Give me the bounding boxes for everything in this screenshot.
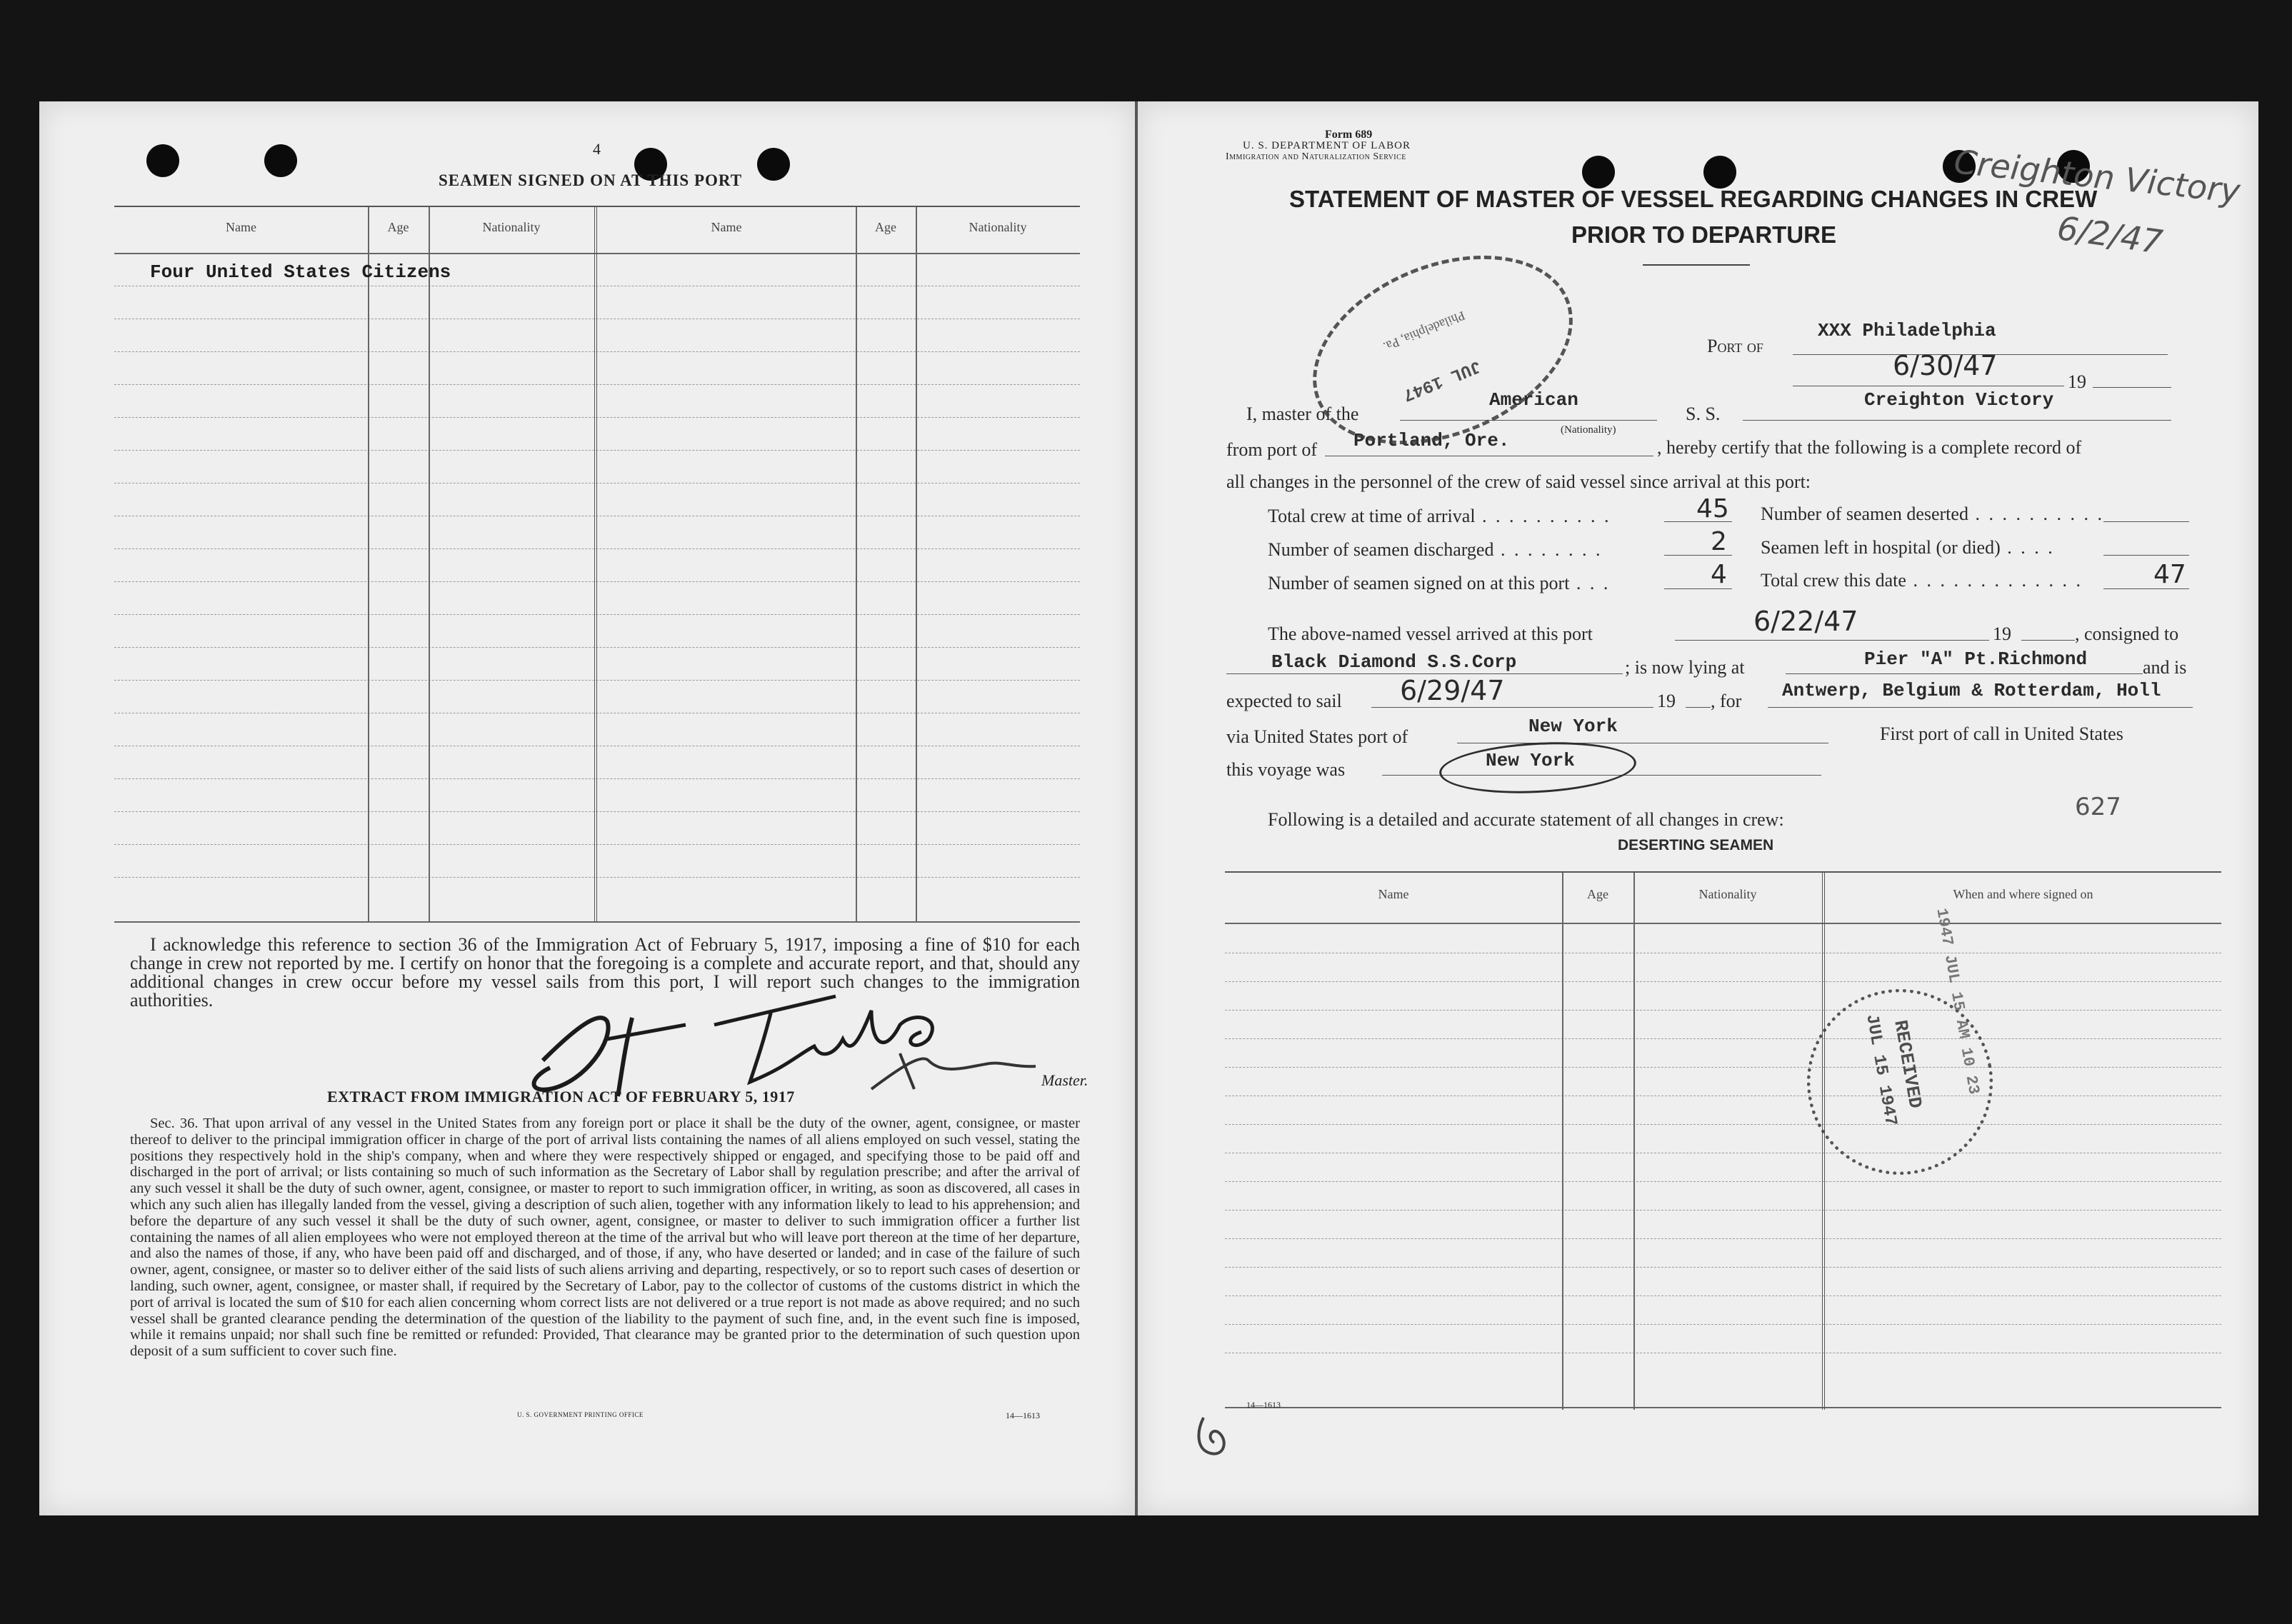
lying-label: ; is now lying at <box>1625 657 1745 678</box>
signed-on-value: 4 <box>1711 560 1727 589</box>
col-age: Age <box>875 220 896 234</box>
ss-label: S. S. <box>1686 404 1721 424</box>
col-name: Name <box>1378 887 1409 901</box>
certify-text: , hereby certify that the following is a complete record of <box>1657 437 2082 458</box>
via-value: New York <box>1528 716 1618 737</box>
handwritten-vessel-note: Creighton Victory <box>1952 142 2243 211</box>
sail-date: 6/29/47 <box>1400 675 1505 706</box>
deserting-title: DESERTING SEAMEN <box>1618 837 1774 853</box>
extract-title: EXTRACT FROM IMMIGRATION ACT OF FEBRUARY 5, 1917 <box>327 1088 795 1106</box>
punch-hole <box>1703 156 1736 189</box>
right-form-code: 14—1613 <box>1246 1400 1281 1410</box>
from-port-label: from port of <box>1226 439 1318 460</box>
master-label: Master. <box>1041 1071 1089 1089</box>
number-stamp: 627 <box>2075 793 2121 821</box>
total-date-label: Total crew this date . . . . . . . . . . . . . <box>1761 570 2083 591</box>
following-label: Following is a detailed and accurate statement of all changes in crew: <box>1268 809 1784 830</box>
total-arrival-label: Total crew at time of arrival . . . . . . . . . . <box>1268 506 1611 526</box>
page-number: 4 <box>593 140 601 158</box>
service: Immigration and Naturalization Service <box>1226 151 1406 162</box>
col-name: Name <box>711 220 742 234</box>
vessel-name: Creighton Victory <box>1864 389 2054 411</box>
discharged-label: Number of seamen discharged . . . . . . . . <box>1268 539 1603 560</box>
signed-on-label: Number of seamen signed on at this port . . . <box>1268 573 1611 593</box>
margin-mark <box>1189 1410 1239 1468</box>
form-title: STATEMENT OF MASTER OF VESSEL REGARDING CHANGES IN CREW <box>1289 186 2098 212</box>
punch-hole <box>146 144 179 177</box>
col-nationality: Nationality <box>1698 887 1757 901</box>
department: U. S. DEPARTMENT OF LABOR <box>1243 140 1411 151</box>
arrived-value: 6/22/47 <box>1753 606 1858 637</box>
deserted-label: Number of seamen deserted . . . . . . . . . . <box>1761 503 2104 524</box>
arrived-label: The above-named vessel arrived at this port <box>1268 623 1593 644</box>
time-stamp: 1947 JUL 15 AM 10 23 <box>1932 907 1983 1096</box>
deserting-seamen-table <box>1225 871 2221 1410</box>
first-port-label: First port of call in United States <box>1880 723 2123 744</box>
and-is: and is <box>2143 657 2187 678</box>
total-arrival-value: 45 <box>1696 494 1729 523</box>
title-rule <box>1643 264 1750 266</box>
nationality-caption: (Nationality) <box>1561 424 1616 436</box>
nationality-value: American <box>1489 389 1578 411</box>
voyage-value: New York <box>1486 750 1575 771</box>
expected-label: expected to sail <box>1226 691 1342 711</box>
consignee-value: Black Diamond S.S.Corp <box>1271 651 1517 673</box>
col-when-where: When and where signed on <box>1953 887 2093 901</box>
form-subtitle: PRIOR TO DEPARTURE <box>1571 221 1836 248</box>
port-value: XXX Philadelphia <box>1818 320 1996 341</box>
year-label: 19 <box>2068 371 2086 392</box>
master-of-label: I, master of the <box>1246 404 1359 424</box>
all-changes-text: all changes in the personnel of the crew of said vessel since arrival at this port: <box>1226 471 1811 492</box>
col-age: Age <box>387 220 409 234</box>
lying-value: Pier "A" Pt.Richmond <box>1864 648 2088 670</box>
page-fold <box>1135 101 1138 1515</box>
form-number: Form 689 <box>1325 129 1373 141</box>
discharged-value: 2 <box>1711 527 1727 556</box>
destination-value: Antwerp, Belgium & Rotterdam, Holl <box>1782 680 2161 701</box>
col-nationality: Nationality <box>969 220 1027 234</box>
punch-hole <box>264 144 297 177</box>
form-date: 6/30/47 <box>1893 350 1998 381</box>
date-stamp-top: JUL 1947 Philadelphia, Pa. <box>1285 220 1601 481</box>
hospital-label: Seamen left in hospital (or died) . . . . <box>1761 537 2055 558</box>
handwritten-date-note: 6/2/47 <box>2054 208 2166 262</box>
from-port-value: Portland, Ore. <box>1353 430 1510 451</box>
via-label: via United States port of <box>1226 726 1408 747</box>
punch-hole <box>1582 156 1615 189</box>
for-label: , for <box>1711 691 1742 711</box>
voyage-label: this voyage was <box>1226 759 1346 780</box>
received-stamp: RECEIVED JUL 15 1947 <box>1792 974 2007 1189</box>
total-date-value: 47 <box>2153 560 2186 589</box>
consigned-label: , consigned to <box>2075 623 2179 644</box>
col-name: Name <box>226 220 256 234</box>
printer-imprint: U. S. GOVERNMENT PRINTING OFFICE <box>517 1411 644 1418</box>
col-age: Age <box>1587 887 1608 901</box>
sail-year: 19 <box>1657 691 1676 711</box>
col-nationality: Nationality <box>482 220 541 234</box>
seamen-signed-on-table <box>114 206 1080 923</box>
arrived-year: 19 <box>1993 623 2011 644</box>
acknowledgment-text: I acknowledge this reference to section 36 of the Immigration Act of February 5, 1917, imposing a fine of $10 for each change in crew not reported by me. I certify on honor that the foregoing is a complete and accurate report, and that, should any additional changes in crew occur before my vessel sails from this port, I will report such changes to the immigration authorities. <box>130 934 1080 1011</box>
seamen-entry: Four United States Citizens <box>150 261 451 283</box>
port-label: Port of <box>1707 336 1763 356</box>
left-form-code: 14—1613 <box>1006 1410 1040 1420</box>
section-36-text: Sec. 36. That upon arrival of any vessel in the United States from any foreign port or place it shall be the duty of the owner, agent, consignee, or master thereof to deliver to the principal immigration officer in charge of the port of arrival lists containing the names of all aliens employed on such vessel, stating the positions they respectively hold in the ship's company, when and where they were respectively shipped or engaged, and specifying those to be paid off and discharged in the port of arrival; or lists containing so much of such information as the Secretary of Labor shall by regulation prescribe; and after the arrival of any such vessel it shall be the duty of such owner, agent, consignee, or master to report to such immigration officer, in writing, as soon as discovered, all cases in which any such alien has illegally landed from the vessel, giving a description of such alien, together with any information likely to lead to his apprehension; and before the departure of any such vessel it shall be the duty of such owner, agent, consignee, or master to deliver to such immigration officer a further list containing the names of all alien employees who were not employed thereon at the time of the arrival but who will leave port thereon at the time of her departure, and also the names of those, if any, who have been paid off and discharged, and of those, if any, who have deserted or landed; and in case of the failure of such owner, agent, consignee, or master so to deliver either of the said lists of such aliens arriving and departing, respectively, or so to report such cases of desertion or landing, such owner, agent, consignee, or master shall, if required by the Secretary of Labor, pay to the collector of customs of the customs district in which the port of arrival is located the sum of $10 for each alien concerning whom correct lists are not delivered or a true report is not made as above required; and no such vessel shall be granted clearance pending the determination of the question of the liability to the payment of such fine, and, in the event such fine is imposed, while it remains unpaid; nor shall such fine be remitted or refunded: Provided, That clearance may be granted prior to the determination of such question upon deposit of a sum sufficient to cover such fine. <box>130 1116 1080 1360</box>
punch-hole <box>757 148 790 181</box>
left-page-title: SEAMEN SIGNED ON AT THIS PORT <box>439 171 743 189</box>
